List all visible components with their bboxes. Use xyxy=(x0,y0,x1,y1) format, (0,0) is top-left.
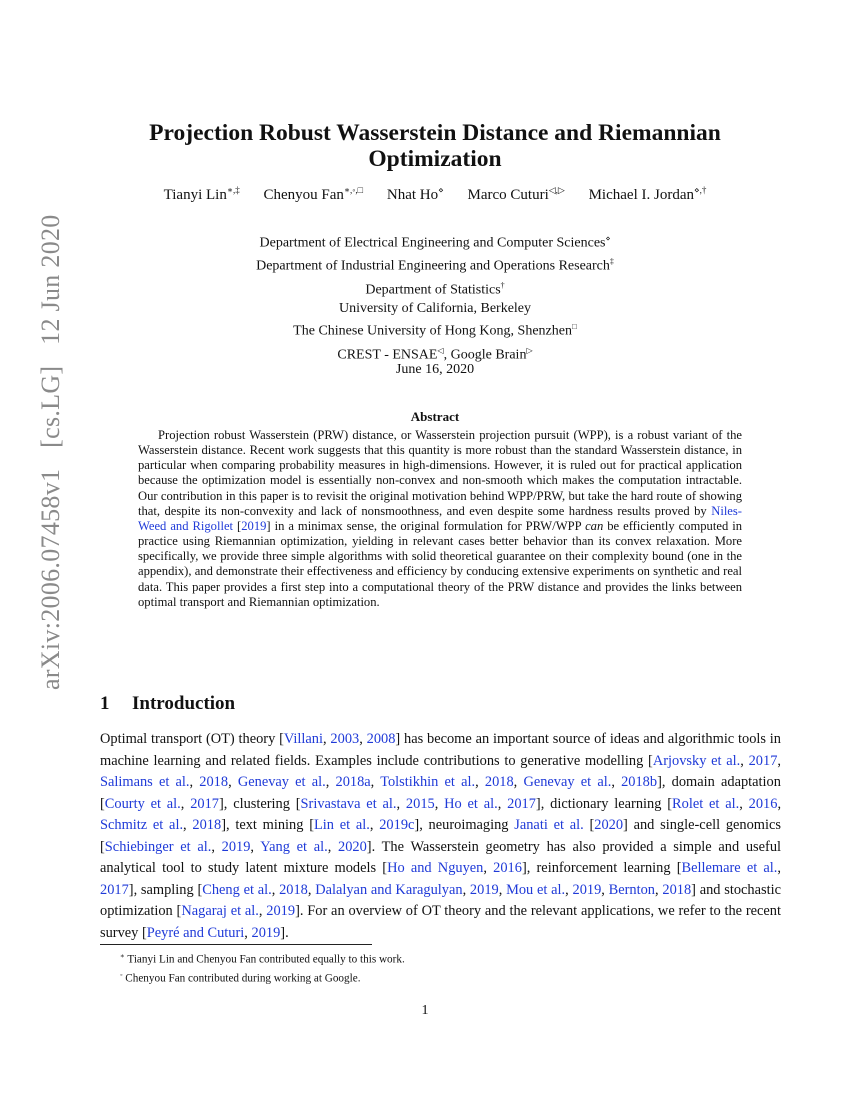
citation-link[interactable]: 2017 xyxy=(748,752,778,769)
citation-link[interactable]: 2008 xyxy=(366,731,396,747)
arxiv-id: arXiv:2006.07458v1 xyxy=(36,468,65,690)
author: Nhat Ho⋄ xyxy=(386,185,444,203)
citation-link[interactable]: Niles-Weed and Rigollet xyxy=(138,503,742,533)
author: Tianyi Lin∗,‡ xyxy=(163,185,240,203)
citation-link[interactable]: Schmitz et al. xyxy=(100,817,184,833)
affiliation: Department of Industrial Engineering and Operations Research‡ xyxy=(256,257,614,274)
citation-link[interactable]: Rolet et al. xyxy=(672,795,740,812)
author: Michael I. Jordan⋄,† xyxy=(588,185,707,203)
footnote: ∗ Tianyi Lin and Chenyou Fan contributed equally to this work. xyxy=(120,952,405,966)
abstract-body: Projection robust Wasserstein (PRW) distance, or Wasserstein projection pursuit (WPP), is a robust variant of the Wasserstein distance. Recent work suggests that this quantity is more robust than the standard Wasserstein distance, in particular when comparing probability measures in high-dimensions. However, it is ruled out for practical application because the optimization model is essentially non-convex and non-smooth which makes the computation intractable. Our contribution in this paper is to revisit the original motivation behind WPP/PRW, but take the hard route of showing that, despite its non-convexity and lack of nonsmoothness, and even despite some hardness results proved by Niles-Weed and Rigollet [2019] in a minimax sense, the original formulation for PRW/WPP can be efficiently computed in practice using Riemannian optimization, yielding in relevant cases better behavior than its convex relaxation. More specifically, we provide three simple algorithms with solid theoretical guarantee on their complexity bound (one in the appendix), and demonstrate their effectiveness and efficiency by conducing extensive experiments on synthetic and real data. This paper provides a first step into a computational theory of the PRW distance and provides the links between optimal transport and Riemannian optimization. xyxy=(138,428,743,609)
citation-link[interactable]: 2016 xyxy=(493,860,522,876)
citation-link[interactable]: 2018 xyxy=(192,817,222,833)
citation-link[interactable]: Schiebinger et al. xyxy=(104,838,212,855)
citation-link[interactable]: Janati et al. xyxy=(514,817,584,833)
affiliation: Department of Statistics† xyxy=(365,280,505,298)
citation-link[interactable]: 2018 xyxy=(662,881,692,898)
citation-link[interactable]: 2020 xyxy=(594,817,624,833)
paper-title: Projection Robust Wasserstein Distance and Riemannian Optimization xyxy=(149,120,721,172)
citation-link[interactable]: 2018 xyxy=(484,774,514,790)
citation-link[interactable]: Villani xyxy=(283,731,323,747)
citation-link[interactable]: Mou et al. xyxy=(506,881,566,898)
citation-link[interactable]: 2019 xyxy=(221,838,251,855)
citation-link[interactable]: 2019 xyxy=(469,881,499,898)
citation-link[interactable]: Srivastava et al. xyxy=(300,795,397,812)
citation-link[interactable]: Genevay et al. xyxy=(523,774,612,790)
footnote: ◦ Chenyou Fan contributed during working at Google. xyxy=(120,970,361,985)
citation-link[interactable]: Cheng et al. xyxy=(202,881,272,898)
citation-link[interactable]: 2018 xyxy=(199,774,229,790)
citation-link[interactable]: Tolstikhin et al. xyxy=(380,774,476,790)
author: Marco Cuturi◁,▷ xyxy=(467,185,565,203)
citation-link[interactable]: 2019 xyxy=(241,518,267,533)
citation-link[interactable]: 2018 xyxy=(279,881,308,898)
affiliation-list xyxy=(80,230,790,365)
citation-link[interactable]: Dalalyan and Karagulyan xyxy=(315,881,463,898)
introduction-body: Optimal transport (OT) theory [Villani, 2003, 2008] has become an important source of ideas and algorithmic tools in machine learning and related fields. Examples include contributions to generative modelling [Arjovsky et al., 2017, Salimans et al., 2018, Genevay et al., 2018a, Tolstikhin et al., 2018, Genevay et al., 2018b], domain adaptation [Courty et al., 2017], clustering [Srivastava et al., 2015, Ho et al., 2017], dictionary learning [Rolet et al., 2016, Schmitz et al., 2018], text mining [Lin et al., 2019c], neuroimaging Janati et al. [2020] and single-cell genomics [Schiebinger et al., 2019, Yang et al., 2020]. The Wasserstein geometry has also provided a simple and useful analytical tool to study latent mixture models [Ho and Nguyen, 2016], reinforcement learning [Bellemare et al., 2017], sampling [Cheng et al., 2018, Dalalyan and Karagulyan, 2019, Mou et al., 2019, Bernton, 2018] and stochastic optimization [Nagaraj et al., 2019]. For an overview of OT theory and the relevant applications, we refer to the recent survey [Peyré and Cuturi, 2019]. xyxy=(100,731,782,941)
footnote-divider xyxy=(100,944,372,945)
affiliation: Department of Electrical Engineering and Computer Sciences⋄ xyxy=(259,234,611,251)
citation-link[interactable]: Ho and Nguyen xyxy=(387,860,484,876)
citation-link[interactable]: Courty et al. xyxy=(104,795,181,812)
abstract-heading: Abstract xyxy=(410,409,460,424)
arxiv-sidebar-stamp xyxy=(36,200,66,690)
citation-link[interactable]: 2018a xyxy=(335,774,371,790)
citation-link[interactable]: 2019 xyxy=(266,903,296,919)
citation-link[interactable]: 2017 xyxy=(100,881,129,898)
citation-link[interactable]: Peyré and Cuturi xyxy=(146,924,245,941)
citation-link[interactable]: 2020 xyxy=(338,838,367,855)
citation-link[interactable]: Lin et al. xyxy=(314,817,370,833)
citation-link[interactable]: Genevay et al. xyxy=(237,774,326,790)
paper-date: June 16, 2020 xyxy=(395,362,475,377)
citation-link[interactable]: 2019 xyxy=(251,924,281,941)
affiliation: CREST - ENSAE◁, Google Brain▷ xyxy=(337,345,533,363)
citation-link[interactable]: Bellemare et al. xyxy=(681,860,778,876)
page-number: 1 xyxy=(421,1003,429,1018)
citation-link[interactable]: Nagaraj et al. xyxy=(181,903,259,919)
affiliation: University of California, Berkeley xyxy=(338,300,532,316)
citation-link[interactable]: 2017 xyxy=(507,795,536,812)
citation-link[interactable]: Salimans et al. xyxy=(100,774,190,790)
author: Chenyou Fan∗,◦,□ xyxy=(263,185,364,203)
citation-link[interactable]: 2019 xyxy=(572,881,602,898)
citation-link[interactable]: Arjovsky et al. xyxy=(652,752,741,769)
affiliation: The Chinese University of Hong Kong, Shenzhen□ xyxy=(293,322,577,339)
citation-link[interactable]: 2003 xyxy=(330,731,360,747)
arxiv-date: 12 Jun 2020 xyxy=(36,214,65,345)
arxiv-category: [cs.LG] xyxy=(36,365,65,448)
author-list xyxy=(80,185,790,204)
citation-link[interactable]: 2018b xyxy=(621,774,658,790)
citation-link[interactable]: Yang et al. xyxy=(260,838,328,855)
citation-link[interactable]: 2017 xyxy=(190,795,219,812)
footnotes xyxy=(100,949,781,986)
citation-link[interactable]: 2016 xyxy=(748,795,778,812)
citation-link[interactable]: Bernton xyxy=(608,881,656,898)
citation-link[interactable]: Ho et al. xyxy=(444,795,498,812)
section-heading: 1 Introduction xyxy=(100,693,236,714)
citation-link[interactable]: 2019c xyxy=(379,817,415,833)
citation-link[interactable]: 2015 xyxy=(405,795,435,812)
